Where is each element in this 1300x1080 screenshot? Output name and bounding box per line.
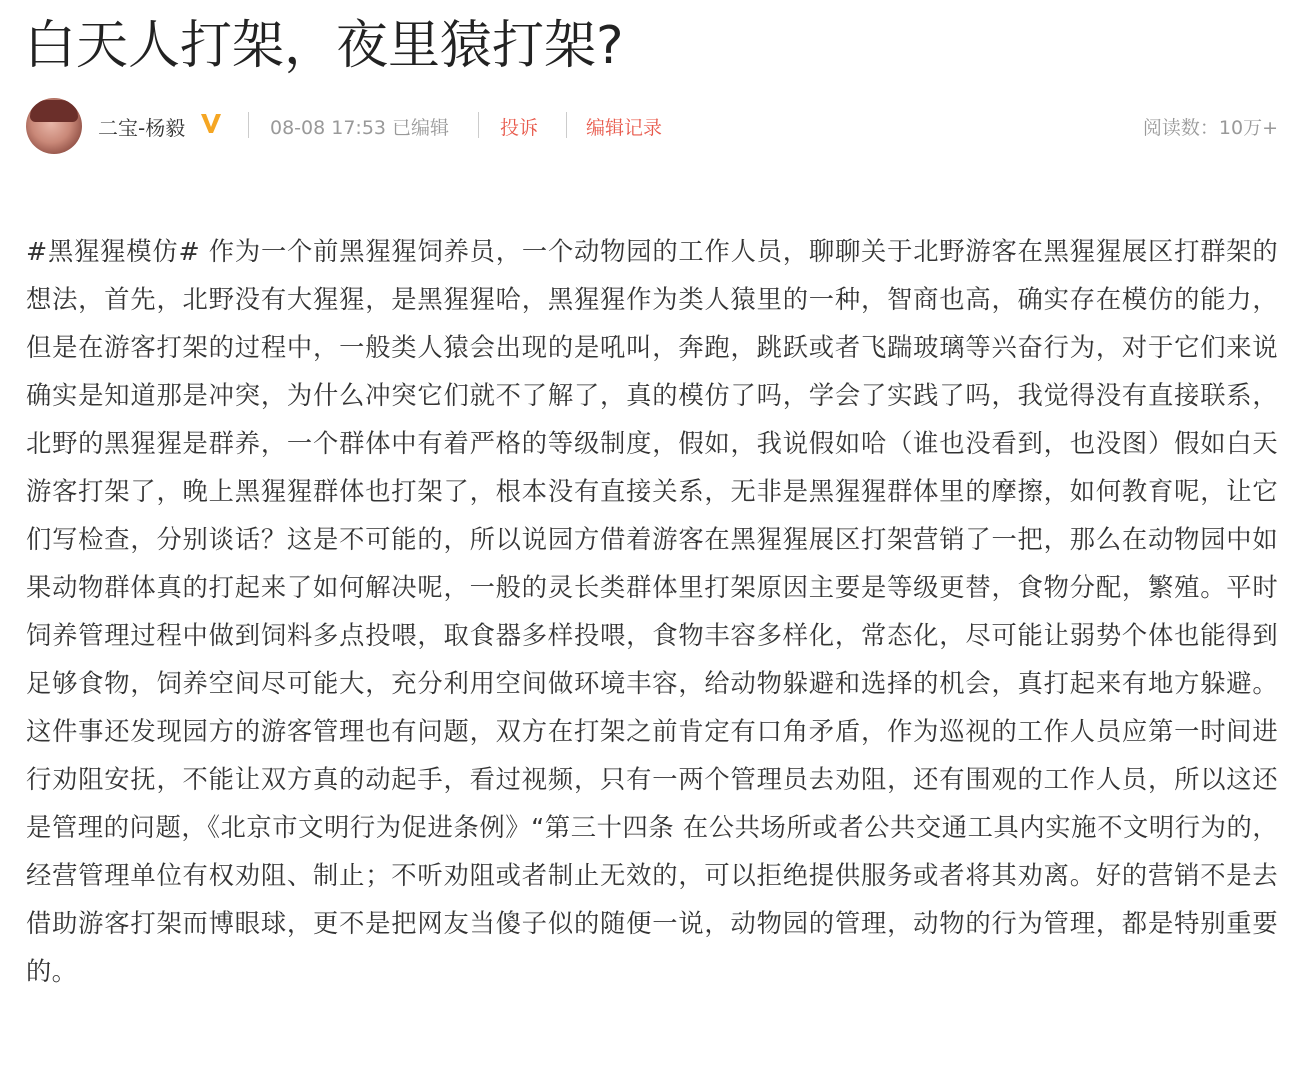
post-meta-bar [26,96,1278,158]
meta-separator [566,112,567,138]
edit-history-link[interactable]: 编辑记录 [586,117,663,139]
verified-v-icon [198,110,224,136]
post-time: 08-08 17:53 已编辑 [270,117,450,139]
avatar-hair-shape [30,100,78,122]
meta-separator [248,112,249,138]
author-avatar[interactable] [26,98,82,154]
meta-separator [478,112,479,138]
report-link[interactable]: 投诉 [500,117,539,139]
author-name[interactable]: 二宝-杨毅 [98,116,186,140]
post-body: #黑猩猩模仿# 作为一个前黑猩猩饲养员，一个动物园的工作人员，聊聊关于北野游客在黑猩猩展区打群架的想法，首先，北野没有大猩猩，是黑猩猩哈，黑猩猩作为类人猿里的一种，智商也高，确实存在模仿的能力，但是在游客打架的过程中，一般类人猿会出现的是吼叫，奔跑，跳跃或者飞踹玻璃等兴奋行为，对于它们来说确实是知道那是冲突，为什么冲突它们就不了解了，真的模仿了吗，学会了实践了吗，我觉得没有直接联系，北野的黑猩猩是群养，一个群体中有着严格的等级制度，假如，我说假如哈（谁也没看到，也没图）假如白天游客打架了，晚上黑猩猩群体也打架了，根本没有直接关系，无非是黑猩猩群体里的摩擦，如何教育呢，让它们写检查，分别谈话？这是不可能的，所以说园方借着游客在黑猩猩展区打架营销了一把，那么在动物园中如果动物群体真的打起来了如何解决呢，一般的灵长类群体里打架原因主要是等级更替，食物分配，繁殖。平时饲养管理过程中做到饲料多点投喂，取食器多样投喂，食物丰容多样化，常态化，尽可能让弱势个体也能得到足够食物，饲养空间尽可能大，充分利用空间做环境丰容，给动物躲避和选择的机会，真打起来有地方躲避。这件事还发现园方的游客管理也有问题，双方在打架之前肯定有口角矛盾，作为巡视的工作人员应第一时间进行劝阻安抚，不能让双方真的动起手，看过视频，只有一两个管理员去劝阻，还有围观的工作人员，所以这还是管理的问题，《北京市文明行为促进条例》“第三十四条 在公共场所或者公共交通工具内实施不文明行为的，经营管理单位有权劝阻、制止；不听劝阻或者制止无效的，可以拒绝提供服务或者将其劝离。好的营销不是去借助游客打架而博眼球，更不是把网友当傻子似的随便一说，动物园的管理，动物的行为管理，都是特别重要的。 [26,237,1278,986]
post-title: 白天人打架，夜里猿打架? [24,16,624,76]
read-count: 阅读数：10万+ [1142,117,1278,139]
